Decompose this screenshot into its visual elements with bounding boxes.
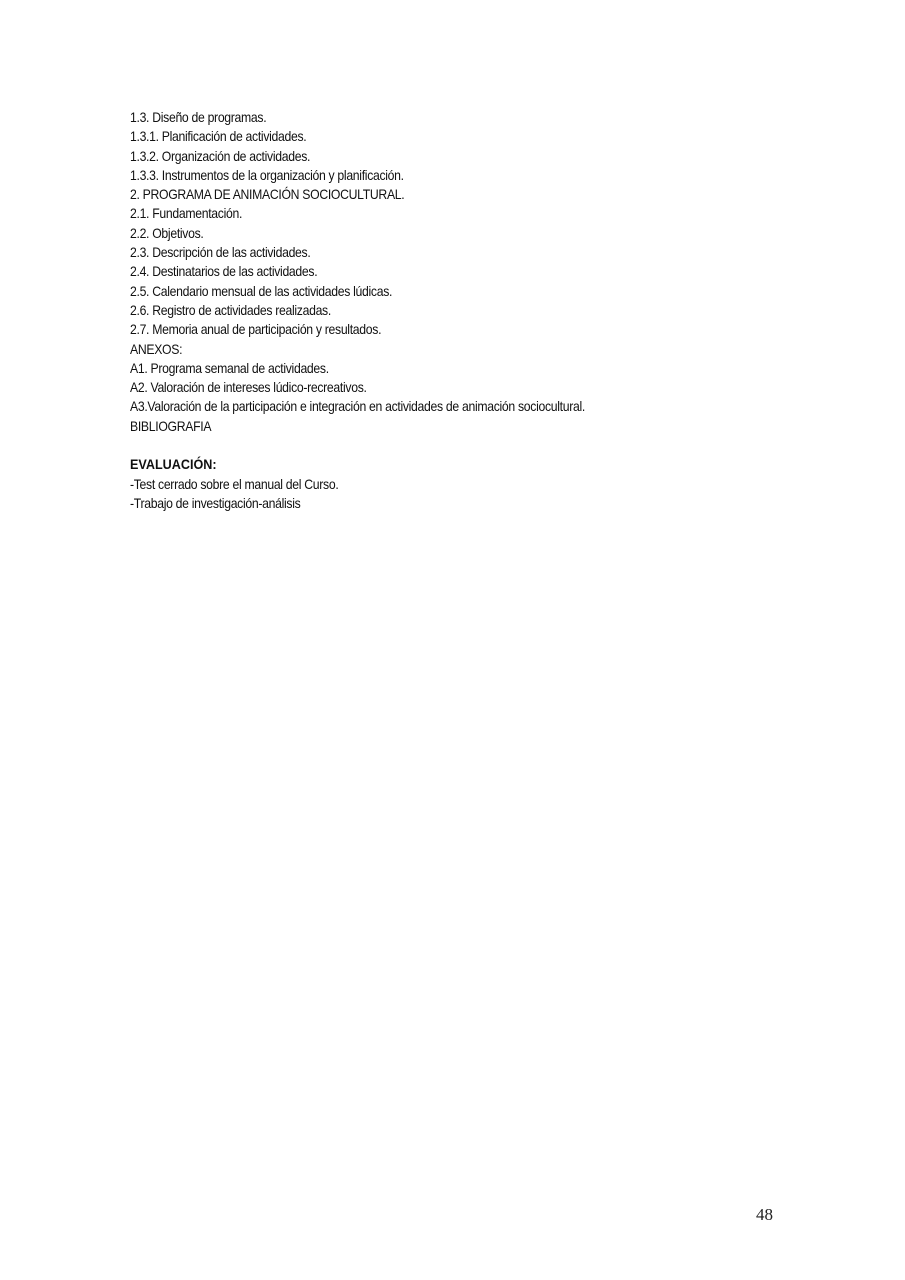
outline-item: 1.3. Diseño de programas.	[130, 110, 267, 125]
evaluation-item: -Trabajo de investigación-análisis	[130, 495, 301, 511]
page-number: 48	[756, 1205, 773, 1224]
outline-item: 1.3.3. Instrumentos de la organización y planificación.	[130, 167, 404, 183]
outline-item: 2. PROGRAMA DE ANIMACIÓN SOCIOCULTURAL.	[130, 187, 405, 203]
outline-item: 2.3. Descripción de las actividades.	[130, 245, 311, 261]
outline-item: 2.7. Memoria anual de participación y resultados.	[130, 322, 382, 338]
outline-item: 2.2. Objetivos.	[130, 225, 204, 241]
annex-item: A2. Valoración de intereses lúdico-recreativos.	[130, 380, 367, 396]
annex-item: A1. Programa semanal de actividades.	[130, 360, 329, 376]
evaluation-item: -Test cerrado sobre el manual del Curso.	[130, 476, 339, 492]
evaluation-heading: EVALUACIÓN:	[130, 456, 217, 473]
bibliography-heading: BIBLIOGRAFIA	[130, 418, 212, 434]
outline-item: 2.1. Fundamentación.	[130, 206, 243, 222]
annex-item: A3.Valoración de la participación e integración en actividades de animación sociocultural.	[130, 399, 585, 415]
outline-item: 2.5. Calendario mensual de las actividades lúdicas.	[130, 283, 393, 299]
outline-item: 1.3.1. Planificación de actividades.	[130, 129, 307, 145]
outline-item: 2.6. Registro de actividades realizadas.	[130, 302, 331, 318]
outline-item: 1.3.2. Organización de actividades.	[130, 148, 311, 164]
section-spacer	[130, 436, 585, 455]
page-content	[130, 108, 585, 513]
outline-item: 2.4. Destinatarios de las actividades.	[130, 264, 318, 280]
annexes-heading: ANEXOS:	[130, 341, 183, 357]
